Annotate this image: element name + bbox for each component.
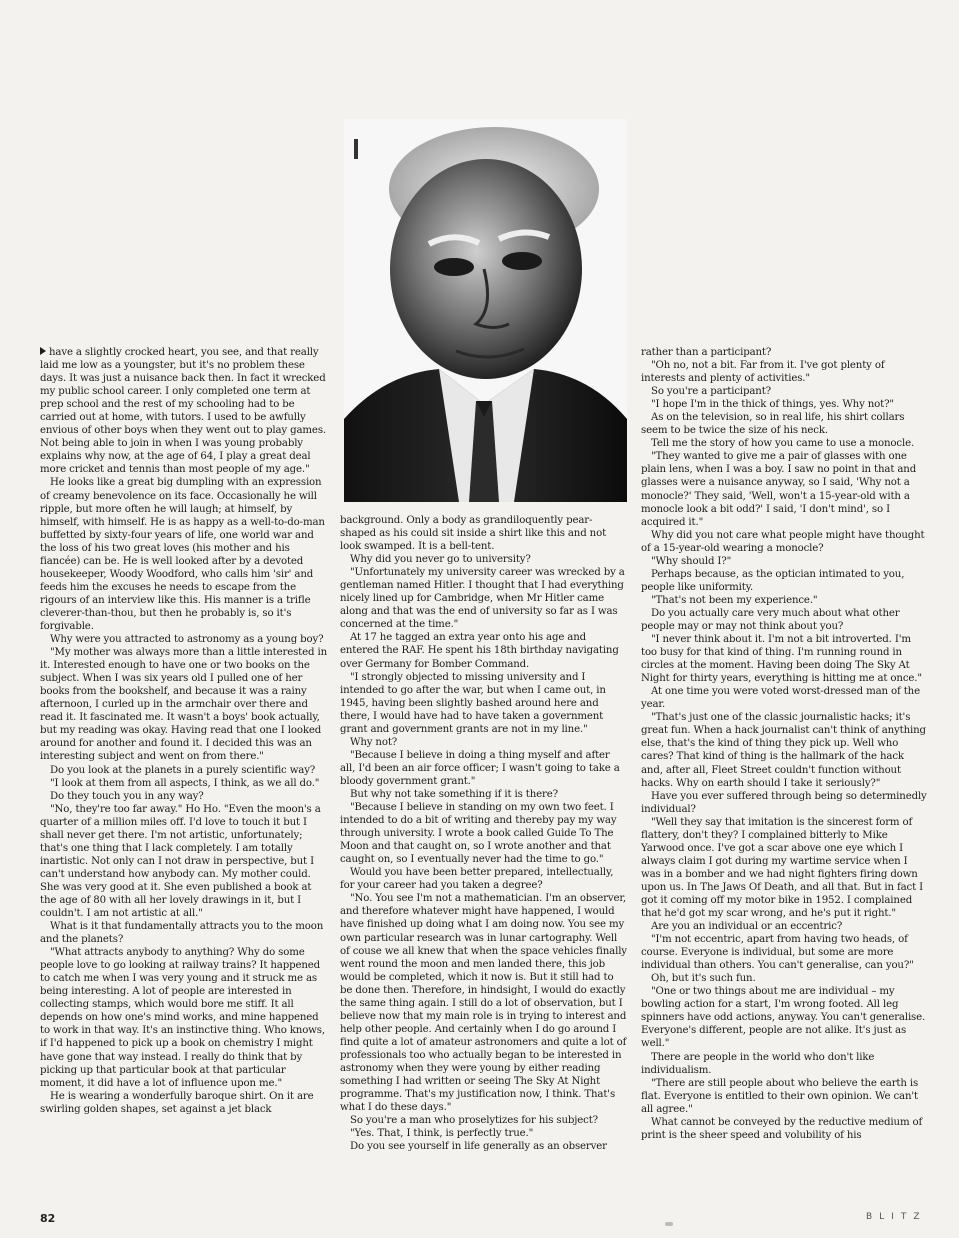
paragraph: rather than a participant? xyxy=(641,347,772,358)
article-column-1 xyxy=(40,346,327,1116)
paragraph: Have you ever suffered through being so determinedly individual? xyxy=(641,790,927,815)
portrait-photo xyxy=(344,119,627,502)
paragraph: "I hope I'm in the thick of things, yes. Why not?" xyxy=(651,399,894,411)
paragraph: "Unfortunately my university career was wrecked by a gentleman named Hitler. I thought that I had everything nicely lined up for Cambridge, when Mr Hitler came along and that was the end of university so far as I was concerned at the time." xyxy=(340,567,625,631)
paragraph: "They wanted to give me a pair of glasses with one plain lens, when I was a boy. I saw no point in that and glasses were a nuisance anyway, so I said, 'Why not a monocle?' They said, 'Well, won't a 15-year-old with a monocle look a bit odd?' I said, 'I don't mind', so I acquired it." xyxy=(641,451,917,528)
article-column-3 xyxy=(641,346,928,1142)
paragraph: "What attracts anybody to anything? Why do some people love to go looking at railway trains? It happened to catch me when I was very young and it struck me as being interesting. A lot of people are interested in collecting stamps, which would bore me stiff. It all depends on how one's mind works, and mine happened to work in that way. It's an instinctive thing. Who knows, if I'd happened to pick up a book on chemistry I might have gone that way instead. I really do think that by picking up that particular book at that particular moment, it did have a lot of influence upon me." xyxy=(40,947,325,1089)
paragraph: Do you see yourself in life generally as an observer xyxy=(350,1141,607,1153)
paragraph: At one time you were voted worst-dressed man of the year. xyxy=(641,686,920,711)
paragraph: "I'm not eccentric, apart from having two heads, of course. Everyone is individual, but some are more individual than others. You can't generalise, can you?" xyxy=(641,934,914,972)
paragraph: "Because I believe in standing on my own two feet. I intended to do a bit of writing and thereby pay my way through university. I wrote a book called Guide To The Moon and that caught on, so I wrote another and that caught on, so I eventually never had the time to go." xyxy=(340,802,617,866)
paragraph: Are you an individual or an eccentric? xyxy=(651,921,843,933)
paragraph: So you're a participant? xyxy=(651,386,771,398)
paragraph: "No, they're too far away." Ho Ho. "Even the moon's a quarter of a million miles off. I'd love to touch it but I shall never get there. I'm not artistic, unfortunately; that's one thing that I lack completely. I am totally inartistic. Not only can I not draw in perspective, but I can't understand how anybody can. My mother could. She was very good at it. She even published a book at the age of 80 with all her lovely drawings in it, but I couldn't. I am not artistic at all." xyxy=(40,803,321,920)
paragraph: As on the television, so in real life, his shirt collars seem to be twice the size of his neck. xyxy=(641,412,905,437)
paragraph: "That's not been my experience." xyxy=(651,594,818,606)
paragraph: background. Only a body as grandiloquently pear-shaped as his could sit inside a shirt like this and not look swamped. It is a bell-tent. xyxy=(340,515,607,553)
paragraph: Oh, but it's such fun. xyxy=(651,973,756,985)
paragraph: Do you look at the planets in a purely scientific way? xyxy=(50,764,316,776)
paragraph: "That's just one of the classic journalistic hacks; it's great fun. When a hack journalist can't think of anything else, that's the kind of thing they pick up. Well who cares? That kind of thing is the hallmark of the hack and, after all, Fleet Street couldn't function without hacks. Why on earth should I take it seriously?" xyxy=(641,712,926,789)
paragraph: Would you have been better prepared, intellectually, for your career had you taken a degree? xyxy=(340,867,614,892)
paragraph: "Oh no, not a bit. Far from it. I've got plenty of interests and plenty of activities." xyxy=(641,360,885,385)
page-number: 82 xyxy=(40,1212,56,1225)
paragraph: There are people in the world who don't like individualism. xyxy=(641,1051,875,1076)
paragraph-text: have a slightly crocked heart, you see, and that really laid me low as a youngster, but it's no problem these days. It was just a nuisance back then. In fact it wrecked my public school career. I only completed one term at prep school and the rest of my schooling had to be carried out at home, with tutors. I used to be awfully envious of other boys when they went out to play games. Not being able to join in when I was young probably explains why now, at the age of 64, I play a great deal more cricket and tennis than most people of my age." xyxy=(40,347,326,476)
paragraph: "Because I believe in doing a thing myself and after all, I'd been an air force officer; I wasn't going to take a bloody government grant." xyxy=(340,749,620,787)
paragraph: He looks like a great big dumpling with an expression of creamy benevolence on its face. Occasionally he will ripple, but more often he will laugh; at himself, by himself, with himself. He is as happy as a well-to-do-man buffetted by sixty-four years of life, one world war and the loss of his two great loves (his mother and his fiancée) can be. He is well looked after by a devoted housekeeper, Woody Woodford, who calls him 'sir' and feeds him the excuses he needs to escape from the rigours of an interview like this. His manner is a trifle cleverer-than-thou, but then he probably is, so it's forgivable. xyxy=(40,477,325,632)
paragraph: "No. You see I'm not a mathematician. I'm an observer, and therefore whatever might have happened, I would have finished up doing what I am doing now. You see my own particular research was in lunar cartography. Well of couse we all knew that when the space vehicles finally went round the moon and men landed there, this job would be completed, which it now is. But it still had to be done then. Therefore, in hindsight, I would do exactly the same thing again. I still do a lot of observation, but I believe now that my main role is in trying to interest and help other people. And certainly when I do go around I find quite a lot of amateur astronomers and quite a lot of professionals too who actually began to be interested in astronomy when they were young by either reading something I had written or seeing The Sky At Night programme. That's my justification now, I think. That's what I do these days." xyxy=(340,893,627,1114)
paragraph: "I look at them from all aspects, I think, as we all do." xyxy=(50,777,320,789)
paragraph: "Why should I?" xyxy=(651,555,732,567)
paragraph: "There are still people about who believe the earth is flat. Everyone is entitled to their own opinion. We can't all agree." xyxy=(641,1077,919,1115)
paragraph: What cannot be conveyed by the reductive medium of print is the sheer speed and volubility of his xyxy=(641,1116,923,1141)
paragraph: Perhaps because, as the optician intimated to you, people like uniformity. xyxy=(641,568,905,593)
paragraph: Do you actually care very much about what other people may or may not think about you? xyxy=(641,607,900,632)
paragraph: Why did you not care what people might have thought of a 15-year-old wearing a monocle? xyxy=(641,529,925,554)
paragraph: At 17 he tagged an extra year onto his age and entered the RAF. He spent his 18th birthday navigating over Germany for Bomber Command. xyxy=(340,632,619,670)
paragraph: So you're a man who proselytizes for his subject? xyxy=(350,1115,598,1127)
paragraph xyxy=(40,346,327,476)
magazine-name: BLITZ xyxy=(866,1212,927,1222)
paragraph: What is it that fundamentally attracts you to the moon and the planets? xyxy=(40,921,324,946)
article-column-2 xyxy=(340,514,627,1153)
paragraph: Why did you never go to university? xyxy=(350,554,531,566)
paragraph: "Yes. That, I think, is perfectly true." xyxy=(350,1128,534,1140)
paragraph: "One or two things about me are individual – my bowling action for a start, I'm wrong footed. All leg spinners have odd actions, anyway. You can't generalise. Everyone's different, people are not alike. It's just as well." xyxy=(641,986,926,1050)
paragraph: "My mother was always more than a little interested in it. Interested enough to have one or two books on the subject. When I was six years old I pulled one of her books from the bookshelf, and because it was a rainy afternoon, I curled up in the armchair over there and read it. It fascinated me. It wasn't a boys' book actually, but my reading was okay. Having read that one I looked around for another and found it. I decided this was an interesting subject and went on from there." xyxy=(40,647,327,763)
paragraph: But why not take something if it is there? xyxy=(350,788,558,800)
paragraph: Tell me the story of how you came to use a monocle. xyxy=(651,438,915,450)
triangle-arrow-icon xyxy=(40,347,46,355)
paragraph: "I never think about it. I'm not a bit introverted. I'm too busy for that kind of thing. I'm running round in circles at the moment. Having been doing The Sky At Night for thirty years, everything is hitting me at once." xyxy=(641,634,922,685)
paragraph: He is wearing a wonderfully baroque shirt. On it are swirling golden shapes, set against a jet black xyxy=(40,1090,314,1115)
page-mark xyxy=(665,1222,673,1226)
portrait-icon xyxy=(344,119,627,502)
paragraph: "Well they say that imitation is the sincerest form of flattery, don't they? I complained bitterly to Mike Yarwood once. I've got a scar above one eye which I always claim I got during my wartime service when I was in a bomber and we had night fighters firing down upon us. In The Jaws Of Death, and all that. But in fact I got it coming off my motor bike in 1952. I complained that he'd got my scar wrong, and he's put it right." xyxy=(641,816,924,920)
paragraph: Why not? xyxy=(350,736,398,748)
paragraph: Do they touch you in any way? xyxy=(50,790,204,802)
paragraph: Why were you attracted to astronomy as a young boy? xyxy=(50,634,324,646)
paragraph: "I strongly objected to missing university and I intended to go after the war, but when I came out, in 1945, having been slightly bashed around here and there, I would have had to have taken a government grant and government grants are not in my line." xyxy=(340,671,606,735)
